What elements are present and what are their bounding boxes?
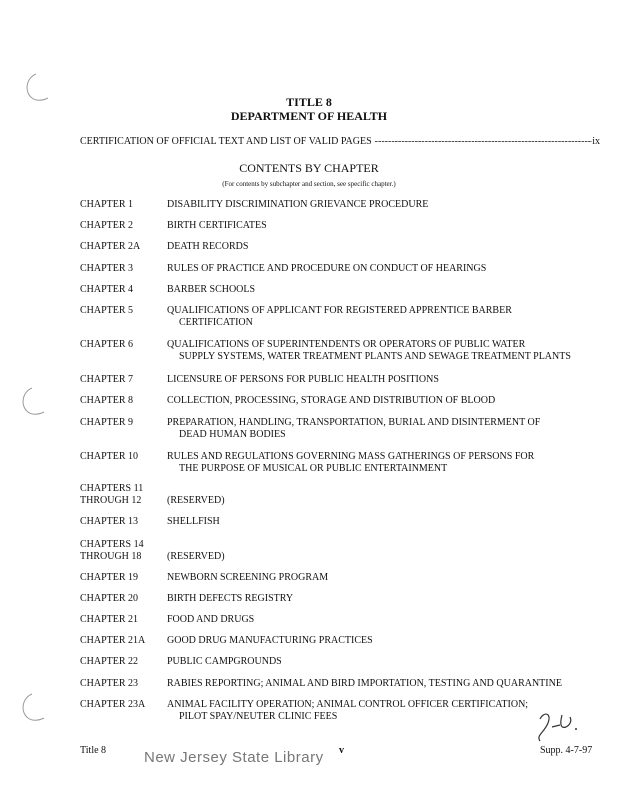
chapter-label <box>80 572 165 584</box>
chapter-description-continuation: SUPPLY SYSTEMS, WATER TREATMENT PLANTS AND SEWAGE TREATMENT PLANTS <box>179 351 571 362</box>
chapter-description-line: DISABILITY DISCRIMINATION GRIEVANCE PROCEDURE <box>167 199 429 210</box>
chapter-label-line: CHAPTER 9 <box>80 417 134 428</box>
chapter-description <box>167 374 607 386</box>
chapter-description <box>167 284 607 296</box>
chapter-label-line: CHAPTER 4 <box>80 284 134 295</box>
chapter-description-line: FOOD AND DRUGS <box>167 614 255 625</box>
chapter-description <box>167 220 607 232</box>
chapter-label <box>80 263 165 275</box>
chapter-label <box>80 374 165 386</box>
chapter-description-continuation: CERTIFICATION <box>179 317 253 328</box>
chapter-label-line: CHAPTER 5 <box>80 305 134 316</box>
chapter-label-line: CHAPTER 20 <box>80 593 139 604</box>
chapter-label-line: CHAPTER 21A <box>80 635 146 646</box>
chapter-description-line: QUALIFICATIONS OF SUPERINTENDENTS OR OPERATORS OF PUBLIC WATER <box>167 339 526 350</box>
chapter-label <box>80 483 165 507</box>
chapter-description-line: BARBER SCHOOLS <box>167 284 256 295</box>
chapter-description-line: BIRTH DEFECTS REGISTRY <box>167 593 294 604</box>
footer-page-number: v <box>339 745 344 756</box>
chapter-label <box>80 395 165 407</box>
chapter-description-line: RULES OF PRACTICE AND PROCEDURE ON CONDUCT OF HEARINGS <box>167 263 487 274</box>
chapter-description <box>167 495 607 507</box>
chapter-label-line: CHAPTERS 14 <box>80 539 144 550</box>
chapter-label-line: CHAPTER 3 <box>80 263 134 274</box>
chapter-description-line: PREPARATION, HANDLING, TRANSPORTATION, BURIAL AND DISINTERMENT OF <box>167 417 541 428</box>
chapter-description <box>167 572 607 584</box>
chapter-description <box>167 241 607 253</box>
chapter-description <box>167 395 607 407</box>
chapter-label <box>80 199 165 211</box>
chapter-label-line: THROUGH 18 <box>80 551 142 562</box>
chapter-description <box>167 656 607 668</box>
chapter-description-line: LICENSURE OF PERSONS FOR PUBLIC HEALTH POSITIONS <box>167 374 439 385</box>
dot-leader <box>372 136 593 147</box>
chapter-label <box>80 635 165 647</box>
chapter-label-line: CHAPTER 22 <box>80 656 139 667</box>
chapter-label-line: CHAPTER 2A <box>80 241 141 252</box>
chapter-label-line: CHAPTER 21 <box>80 614 139 625</box>
footer-left: Title 8 <box>80 745 107 756</box>
chapter-label <box>80 284 165 296</box>
chapter-label <box>80 539 165 563</box>
chapter-description <box>167 614 607 626</box>
chapter-label <box>80 656 165 668</box>
chapter-description <box>167 635 607 647</box>
chapter-label-line: CHAPTER 6 <box>80 339 134 350</box>
chapter-label-line: THROUGH 12 <box>80 495 142 506</box>
certification-line <box>80 136 600 147</box>
chapter-label <box>80 241 165 253</box>
chapter-description <box>167 451 607 475</box>
chapter-label <box>80 699 165 711</box>
chapter-description-line: BIRTH CERTIFICATES <box>167 220 267 231</box>
chapter-description <box>167 199 607 211</box>
chapter-description-line: (RESERVED) <box>167 551 225 562</box>
chapter-label-line: CHAPTER 23 <box>80 678 139 689</box>
chapter-label <box>80 339 165 351</box>
chapter-description-line: ANIMAL FACILITY OPERATION; ANIMAL CONTROL OFFICER CERTIFICATION; <box>167 699 529 710</box>
chapter-description-line: QUALIFICATIONS OF APPLICANT FOR REGISTERED APPRENTICE BARBER <box>167 305 512 316</box>
title-line-1: TITLE 8 <box>286 95 332 109</box>
certification-page: ix <box>592 136 600 147</box>
chapter-label-line: CHAPTER 1 <box>80 199 134 210</box>
certification-text: CERTIFICATION OF OFFICIAL TEXT AND LIST OF VALID PAGES <box>80 136 372 147</box>
contents-note: (For contents by subchapter and section, see specific chapter.) <box>222 180 396 188</box>
chapter-label-line: CHAPTER 23A <box>80 699 146 710</box>
chapter-description <box>167 339 607 363</box>
chapter-description-line: DEATH RECORDS <box>167 241 249 252</box>
chapter-description-line: RABIES REPORTING; ANIMAL AND BIRD IMPORTATION, TESTING AND QUARANTINE <box>167 678 562 689</box>
chapter-label-line: CHAPTER 7 <box>80 374 134 385</box>
chapter-description-line: NEWBORN SCREENING PROGRAM <box>167 572 329 583</box>
footer-supplement: Supp. 4-7-97 <box>540 745 593 756</box>
chapter-label-line: CHAPTER 19 <box>80 572 139 583</box>
chapter-description <box>167 593 607 605</box>
chapter-description-line: GOOD DRUG MANUFACTURING PRACTICES <box>167 635 373 646</box>
chapter-description <box>167 263 607 275</box>
chapter-label-line: CHAPTERS 11 <box>80 483 144 494</box>
chapter-description-line: COLLECTION, PROCESSING, STORAGE AND DISTRIBUTION OF BLOOD <box>167 395 496 406</box>
chapter-description <box>167 305 607 329</box>
chapter-description-line: (RESERVED) <box>167 495 225 506</box>
chapter-description-line: RULES AND REGULATIONS GOVERNING MASS GATHERINGS OF PERSONS FOR <box>167 451 535 462</box>
chapter-label-line: CHAPTER 2 <box>80 220 134 231</box>
chapter-label <box>80 220 165 232</box>
chapter-description <box>167 417 607 441</box>
chapter-description-line: PUBLIC CAMPGROUNDS <box>167 656 282 667</box>
chapter-label <box>80 417 165 429</box>
chapter-label <box>80 614 165 626</box>
punch-hole-mark-middle <box>18 384 48 418</box>
handwritten-initials <box>530 705 580 745</box>
chapter-label <box>80 516 165 528</box>
chapter-description-continuation: DEAD HUMAN BODIES <box>179 429 286 440</box>
chapter-label <box>80 305 165 317</box>
chapter-label <box>80 678 165 690</box>
chapter-label-line: CHAPTER 13 <box>80 516 139 527</box>
title-line-2: DEPARTMENT OF HEALTH <box>230 109 388 123</box>
chapter-label-line: CHAPTER 10 <box>80 451 139 462</box>
contents-heading: CONTENTS BY CHAPTER <box>239 161 379 175</box>
chapter-description <box>167 678 607 690</box>
punch-hole-mark-bottom <box>18 690 48 724</box>
chapter-description <box>167 516 607 528</box>
chapter-label <box>80 451 165 463</box>
chapter-description-continuation: THE PURPOSE OF MUSICAL OR PUBLIC ENTERTAINMENT <box>179 463 448 474</box>
library-stamp: New Jersey State Library <box>144 749 324 766</box>
chapter-description-line: SHELLFISH <box>167 516 220 527</box>
chapter-description-continuation: PILOT SPAY/NEUTER CLINIC FEES <box>179 711 338 722</box>
chapter-label-line: CHAPTER 8 <box>80 395 134 406</box>
chapter-label <box>80 593 165 605</box>
chapter-description <box>167 551 607 563</box>
